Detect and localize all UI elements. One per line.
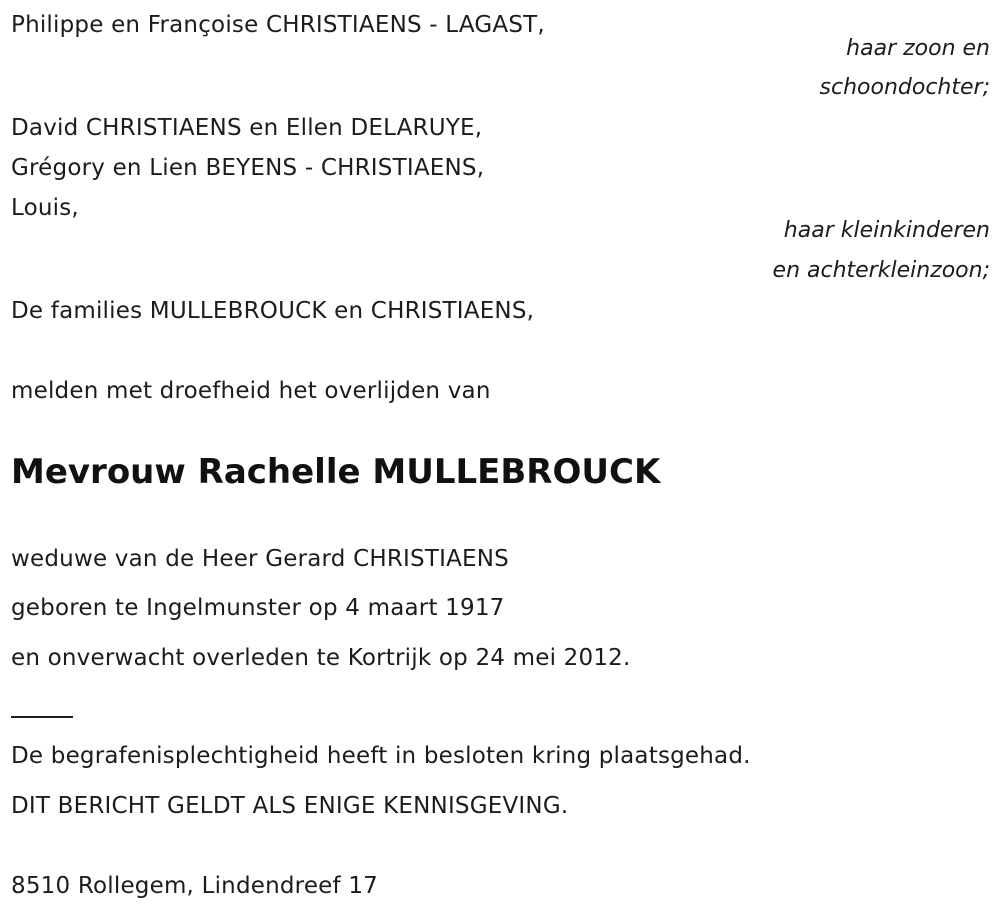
announcement-text: melden met droefheid het overlijden van bbox=[11, 378, 491, 404]
family-line-families: De families MULLEBROUCK en CHRISTIAENS, bbox=[11, 298, 535, 324]
birth-line: geboren te Ingelmunster op 4 maart 1917 bbox=[11, 595, 505, 621]
address-line: 8510 Rollegem, Lindendreef 17 bbox=[11, 873, 379, 899]
relation-grandchildren-line2: en achterkleinzoon; bbox=[772, 258, 990, 283]
funeral-line: De begrafenisplechtigheid heeft in besloten kring plaatsgehad. bbox=[11, 743, 751, 769]
family-line-philippe: Philippe en Françoise CHRISTIAENS - LAGAST, bbox=[11, 12, 545, 38]
relation-son-line2: schoondochter; bbox=[819, 75, 990, 100]
widow-line: weduwe van de Heer Gerard CHRISTIAENS bbox=[11, 546, 509, 572]
relation-son-line1: haar zoon en bbox=[846, 36, 990, 61]
family-line-louis: Louis, bbox=[11, 195, 79, 221]
family-line-gregory: Grégory en Lien BEYENS - CHRISTIAENS, bbox=[11, 155, 485, 181]
family-line-david: David CHRISTIAENS en Ellen DELARUYE, bbox=[11, 115, 483, 141]
separator-rule bbox=[11, 716, 73, 718]
death-line: en onverwacht overleden te Kortrijk op 24 mei 2012. bbox=[11, 645, 631, 671]
deceased-name: Mevrouw Rachelle MULLEBROUCK bbox=[11, 452, 661, 492]
notice-line: DIT BERICHT GELDT ALS ENIGE KENNISGEVING. bbox=[11, 793, 569, 819]
relation-grandchildren-line1: haar kleinkinderen bbox=[783, 218, 990, 243]
